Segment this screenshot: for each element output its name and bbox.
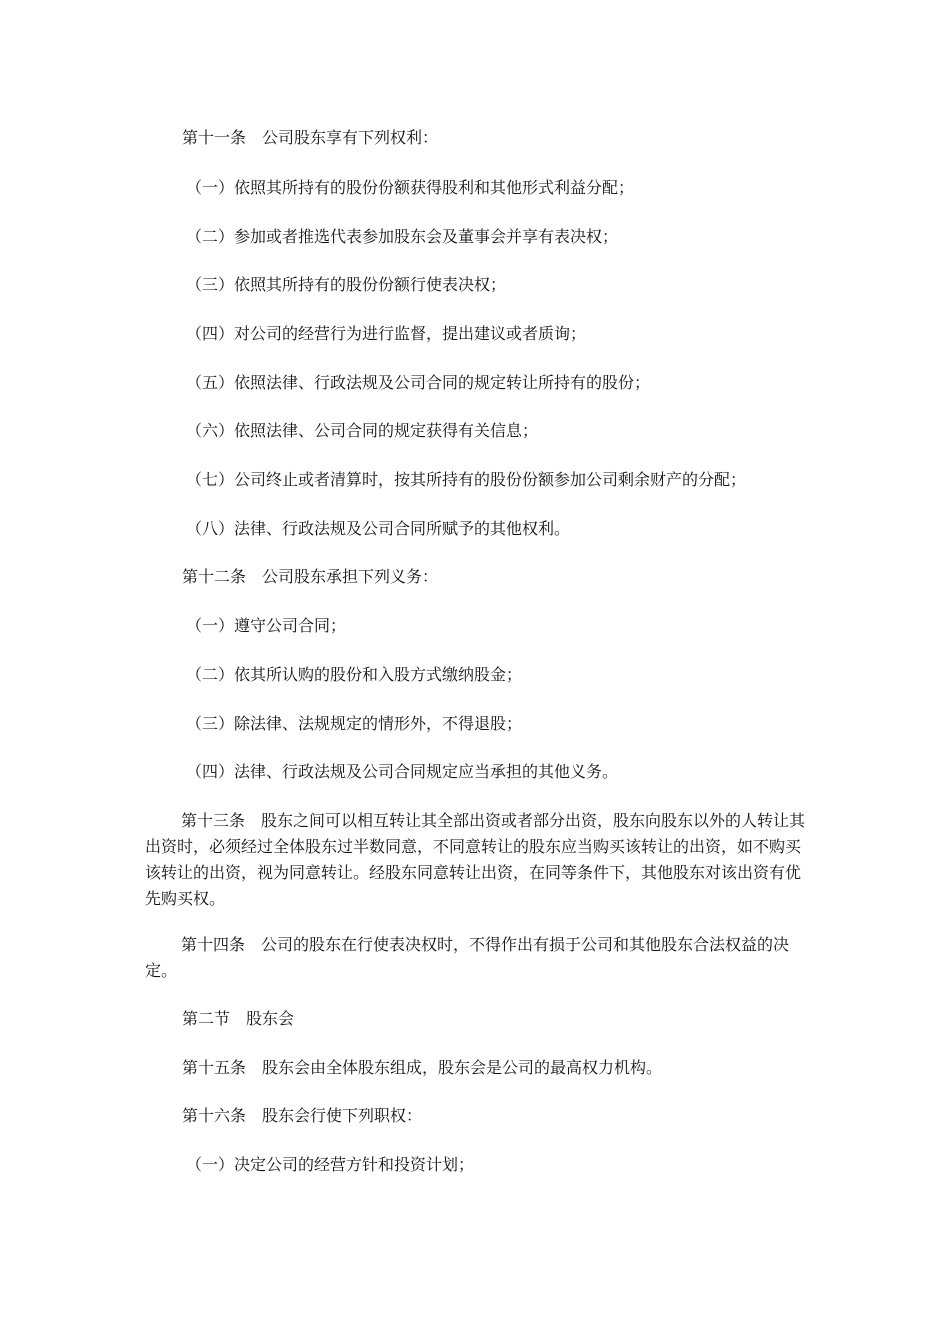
article-16-item-1: （一）决定公司的经营方针和投资计划； <box>186 1155 475 1174</box>
article-11-heading: 第十一条 公司股东享有下列权利： <box>182 128 439 147</box>
article-11-item-7: （七）公司终止或者清算时，按其所持有的股份份额参加公司剩余财产的分配； <box>186 470 747 489</box>
article-11-item-8: （八）法律、行政法规及公司合同所赋予的其他权利。 <box>186 519 571 538</box>
section-2-heading: 第二节 股东会 <box>182 1009 295 1028</box>
article-12-item-2: （二）依其所认购的股份和入股方式缴纳股金； <box>186 665 523 684</box>
article-13-paragraph: 第十三条 股东之间可以相互转让其全部出资或者部分出资，股东向股东以外的人转让其出资时，必须经过全体股东过半数同意，不同意转让的股东应当购买该转让的出资，如不购买该转让的出资，视为同意转让。经股东同意转让出资，在同等条件下，其他股东对该出资有优先购买权。 <box>145 811 806 908</box>
article-15-paragraph: 第十五条 股东会由全体股东组成，股东会是公司的最高权力机构。 <box>182 1058 663 1077</box>
article-11-item-5: （五）依照法律、行政法规及公司合同的规定转让所持有的股份； <box>186 373 651 392</box>
article-11-item-2: （二）参加或者推选代表参加股东会及董事会并享有表决权； <box>186 227 619 246</box>
article-12-heading: 第十二条 公司股东承担下列义务： <box>182 567 439 586</box>
article-11-item-6: （六）依照法律、公司合同的规定获得有关信息； <box>186 421 539 440</box>
article-11-item-1: （一）依照其所持有的股份份额获得股利和其他形式利益分配； <box>186 178 635 197</box>
article-11-item-3: （三）依照其所持有的股份份额行使表决权； <box>186 275 507 294</box>
article-12-item-1: （一）遵守公司合同； <box>186 616 347 635</box>
article-12-item-4: （四）法律、行政法规及公司合同规定应当承担的其他义务。 <box>186 762 619 781</box>
article-14-paragraph: 第十四条 公司的股东在行使表决权时，不得作出有损于公司和其他股东合法权益的决定。 <box>145 935 790 980</box>
article-11-item-4: （四）对公司的经营行为进行监督，提出建议或者质询； <box>186 324 587 343</box>
article-12-item-3: （三）除法律、法规规定的情形外，不得退股； <box>186 714 523 733</box>
article-16-heading: 第十六条 股东会行使下列职权： <box>182 1106 423 1125</box>
